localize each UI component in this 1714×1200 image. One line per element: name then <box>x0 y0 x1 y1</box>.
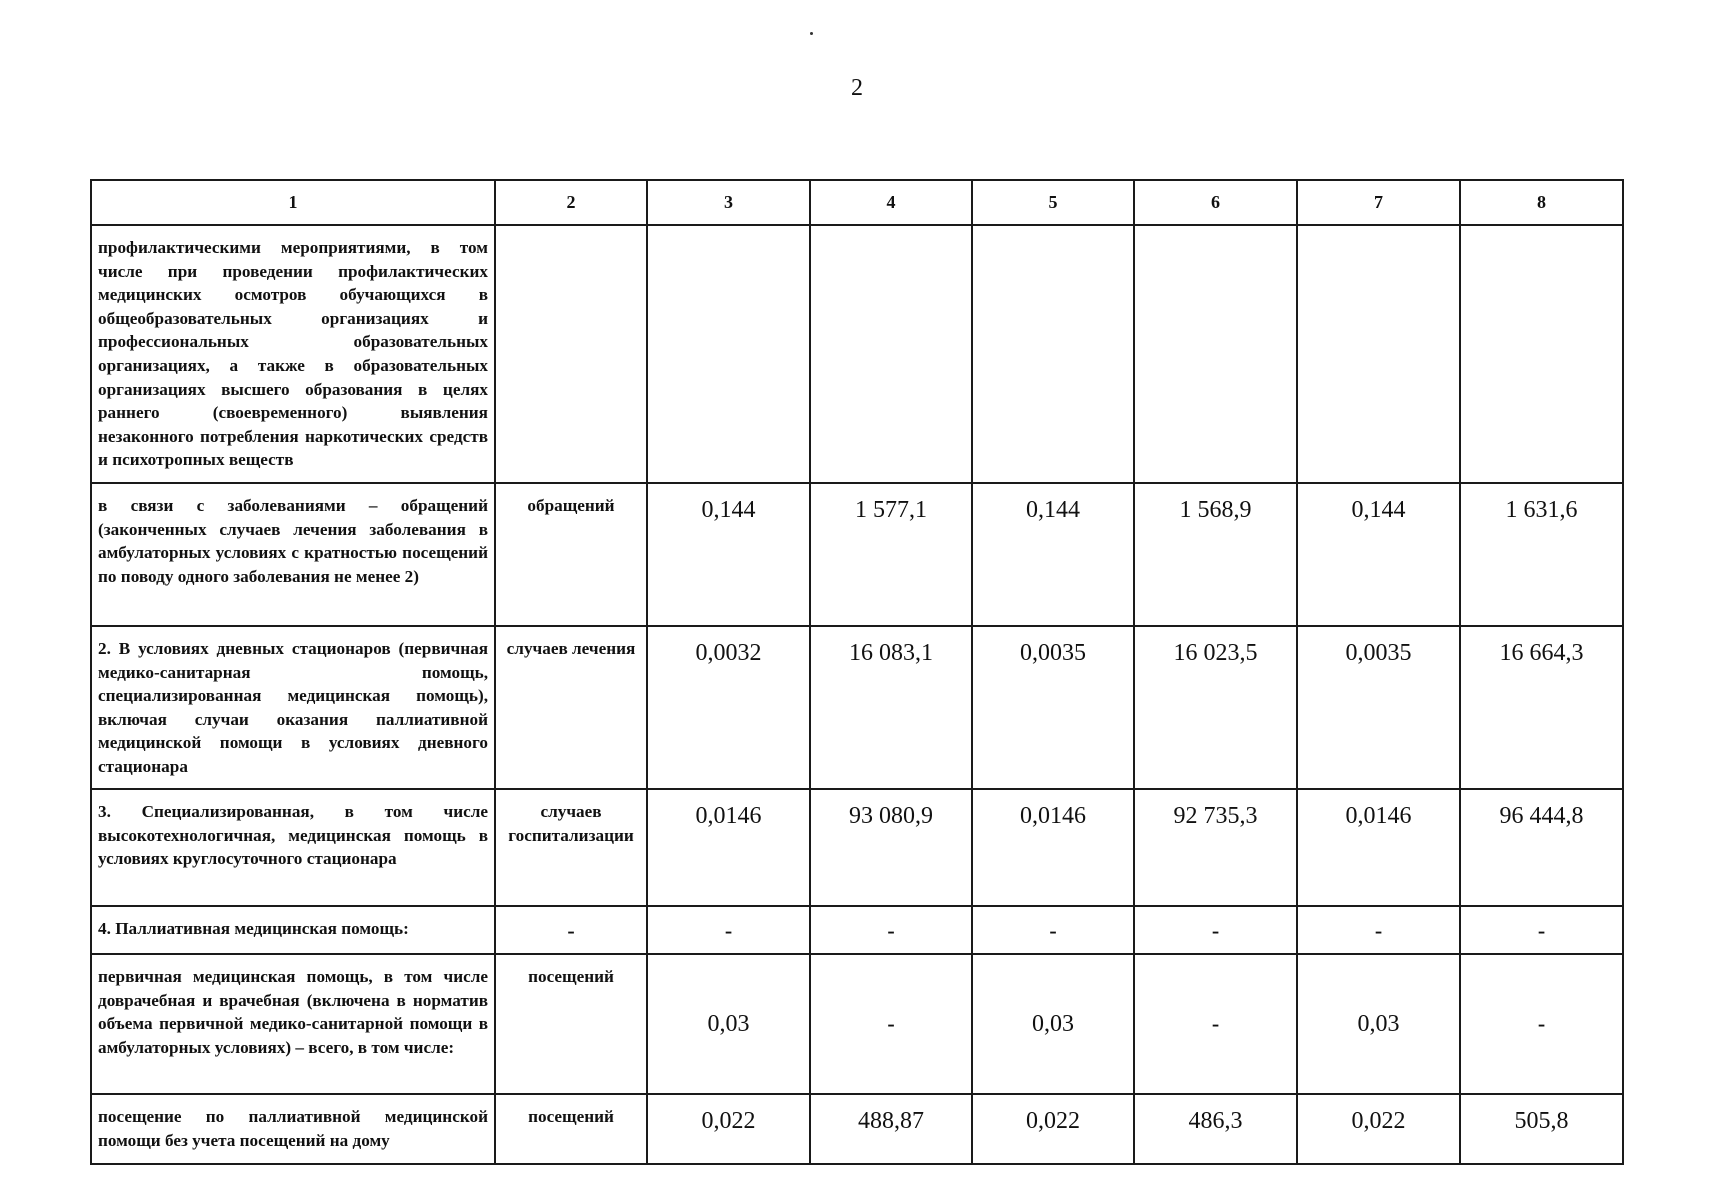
row-unit: - <box>495 906 647 954</box>
table-row <box>91 1094 1623 1164</box>
row-value: 0,0035 <box>1297 626 1460 789</box>
row-value <box>810 225 972 483</box>
row-value: - <box>647 906 810 954</box>
column-number: 2 <box>495 180 647 225</box>
row-value: 0,022 <box>972 1094 1134 1164</box>
row-value <box>1297 225 1460 483</box>
column-number: 6 <box>1134 180 1297 225</box>
row-description: 2. В условиях дневных стационаров (первичная медико-санитарная помощь, специализированная медицинская помощь), включая случаи оказания паллиативной медицинской помощи в условиях дневного стационара <box>91 626 495 789</box>
row-value: - <box>1134 906 1297 954</box>
row-value: - <box>1297 906 1460 954</box>
row-value: 0,03 <box>972 954 1134 1094</box>
row-value: 0,0146 <box>647 789 810 906</box>
row-value: 16 083,1 <box>810 626 972 789</box>
row-value: 93 080,9 <box>810 789 972 906</box>
row-description: 4. Паллиативная медицинская помощь: <box>91 906 495 954</box>
row-unit: посещений <box>495 1094 647 1164</box>
row-value: 0,144 <box>1297 483 1460 626</box>
row-value: 0,022 <box>647 1094 810 1164</box>
row-description: первичная медицинская помощь, в том числе доврачебная и врачебная (включена в норматив объема первичной медико-санитарной помощи в амбулаторных условиях) – всего, в том числе: <box>91 954 495 1094</box>
row-description: в связи с заболеваниями – обращений (законченных случаев лечения заболевания в амбулаторных условиях с кратностью посещений по поводу одного заболевания не менее 2) <box>91 483 495 626</box>
row-value: 0,144 <box>972 483 1134 626</box>
row-value: 1 568,9 <box>1134 483 1297 626</box>
row-unit: случаев лечения <box>495 626 647 789</box>
row-value: 0,03 <box>1297 954 1460 1094</box>
row-value: 488,87 <box>810 1094 972 1164</box>
row-unit <box>495 225 647 483</box>
row-value: - <box>1460 906 1623 954</box>
row-value <box>1460 225 1623 483</box>
row-value: 0,03 <box>647 954 810 1094</box>
row-value <box>647 225 810 483</box>
row-value: 0,144 <box>647 483 810 626</box>
row-value: 16 023,5 <box>1134 626 1297 789</box>
row-value: - <box>1460 954 1623 1094</box>
column-number: 8 <box>1460 180 1623 225</box>
column-number: 5 <box>972 180 1134 225</box>
row-unit: случаев госпитализации <box>495 789 647 906</box>
table-row <box>91 906 1623 954</box>
table-row <box>91 225 1623 483</box>
table-row <box>91 789 1623 906</box>
column-number: 3 <box>647 180 810 225</box>
row-value: - <box>810 906 972 954</box>
row-value <box>1134 225 1297 483</box>
column-number: 1 <box>91 180 495 225</box>
table-row <box>91 483 1623 626</box>
column-number: 4 <box>810 180 972 225</box>
scan-speck <box>810 32 813 35</box>
row-description: 3. Специализированная, в том числе высокотехнологичная, медицинская помощь в условиях круглосуточного стационара <box>91 789 495 906</box>
row-value: 16 664,3 <box>1460 626 1623 789</box>
row-value: 0,0035 <box>972 626 1134 789</box>
row-value: - <box>1134 954 1297 1094</box>
row-unit: посещений <box>495 954 647 1094</box>
row-value: 1 631,6 <box>1460 483 1623 626</box>
row-value: - <box>972 906 1134 954</box>
row-value: 1 577,1 <box>810 483 972 626</box>
row-value: 0,022 <box>1297 1094 1460 1164</box>
row-value: 0,0146 <box>972 789 1134 906</box>
row-value: 92 735,3 <box>1134 789 1297 906</box>
row-description: посещение по паллиативной медицинской помощи без учета посещений на дому <box>91 1094 495 1164</box>
column-number-row <box>91 180 1623 225</box>
row-value: 0,0146 <box>1297 789 1460 906</box>
table-row <box>91 954 1623 1094</box>
table-row <box>91 626 1623 789</box>
row-value: 96 444,8 <box>1460 789 1623 906</box>
row-value: 486,3 <box>1134 1094 1297 1164</box>
row-value: 505,8 <box>1460 1094 1623 1164</box>
row-value <box>972 225 1134 483</box>
row-value: 0,0032 <box>647 626 810 789</box>
row-unit: обращений <box>495 483 647 626</box>
page-number: 2 <box>851 75 863 101</box>
row-value: - <box>810 954 972 1094</box>
column-number: 7 <box>1297 180 1460 225</box>
norms-table <box>90 179 1624 1165</box>
row-description: профилактическими мероприятиями, в том числе при проведении профилактических медицинских осмотров обучающихся в общеобразовательных организациях и профессиональных образовательных организациях, а также в образовательных организациях высшего образования в целях раннего (своевременного) выявления незаконного потребления наркотических средств и психотропных веществ <box>91 225 495 483</box>
